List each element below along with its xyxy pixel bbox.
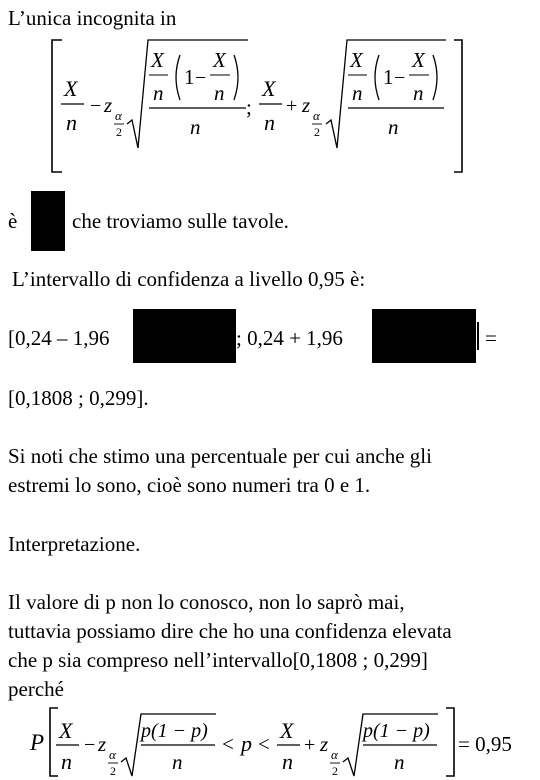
svg-text:X: X bbox=[280, 718, 294, 743]
svg-text:X: X bbox=[412, 48, 425, 72]
svg-text:−: − bbox=[394, 67, 406, 89]
frac-x: X bbox=[64, 76, 78, 101]
alpha-symbol: α bbox=[115, 108, 122, 123]
p-line-3: che p sia compreso nell’intervallo[0,1808 ; 0,299] bbox=[8, 648, 428, 672]
svg-text:n: n bbox=[388, 115, 399, 139]
z-symbol: z bbox=[104, 93, 113, 117]
svg-text:n: n bbox=[413, 81, 424, 105]
interval-intro: L’intervallo di confidenza a livello 0,95 è: bbox=[12, 267, 366, 291]
note-line-2: estremi lo sono, cioè sono numeri tra 0 e 1. bbox=[8, 473, 371, 497]
svg-text:X: X bbox=[59, 718, 73, 743]
tables-text: che troviamo sulle tavole. bbox=[72, 209, 289, 233]
p-line-1: Il valore di p non lo conosco, non lo saprò mai, bbox=[8, 590, 405, 614]
ci-result: [0,1808 ; 0,299]. bbox=[8, 386, 149, 410]
svg-text:n: n bbox=[394, 750, 405, 774]
svg-text:n: n bbox=[172, 750, 183, 774]
svg-text:1: 1 bbox=[383, 65, 394, 89]
left-bracket-2 bbox=[50, 708, 58, 776]
svg-text:2: 2 bbox=[110, 764, 116, 778]
svg-text:n: n bbox=[61, 749, 72, 774]
p-line-2: tuttavia possiamo dire che ho una confidenza elevata bbox=[8, 619, 452, 643]
svg-text:p(1 − p): p(1 − p) bbox=[141, 720, 208, 742]
e-word: è bbox=[8, 209, 18, 233]
frac-n: n bbox=[66, 110, 77, 135]
svg-text:n: n bbox=[214, 81, 225, 105]
svg-text:α: α bbox=[331, 747, 338, 762]
svg-text:p: p bbox=[241, 731, 252, 756]
svg-text:α: α bbox=[313, 108, 320, 123]
svg-text:n: n bbox=[264, 110, 275, 135]
equals-value: = 0,95 bbox=[458, 732, 512, 756]
svg-text:<: < bbox=[222, 732, 234, 756]
plus-sign: + bbox=[286, 95, 298, 117]
svg-text:−: − bbox=[195, 67, 207, 89]
p-line-4: perché bbox=[8, 677, 64, 701]
svg-text:X: X bbox=[350, 48, 363, 72]
ci-equals: = bbox=[485, 326, 497, 350]
svg-text:p(1 − p): p(1 − p) bbox=[363, 720, 430, 742]
svg-text:2: 2 bbox=[332, 764, 338, 778]
intro-text: L’unica incognita in bbox=[8, 6, 177, 30]
svg-text:α: α bbox=[109, 747, 116, 762]
svg-text:X: X bbox=[262, 76, 276, 101]
svg-text:z: z bbox=[98, 732, 107, 756]
svg-text:<: < bbox=[258, 732, 270, 756]
semicolon: ; bbox=[246, 95, 252, 119]
svg-text:n: n bbox=[282, 749, 293, 774]
svg-text:X: X bbox=[213, 48, 226, 72]
svg-text:z: z bbox=[302, 93, 311, 117]
svg-text:X: X bbox=[151, 48, 164, 72]
svg-text:+: + bbox=[304, 734, 316, 756]
minus-sign: − bbox=[90, 95, 102, 117]
ci-left: [0,24 – 1,96 bbox=[8, 326, 110, 350]
note-line-1: Si noti che stimo una percentuale per cui anche gli bbox=[8, 444, 432, 468]
svg-text:1: 1 bbox=[184, 65, 195, 89]
two-symbol: 2 bbox=[116, 125, 122, 139]
interpretation-heading: Interpretazione. bbox=[8, 532, 141, 556]
svg-text:z: z bbox=[320, 732, 329, 756]
ci-mid: ; 0,24 + 1,96 bbox=[236, 326, 343, 350]
P-symbol: P bbox=[30, 730, 45, 755]
svg-text:2: 2 bbox=[314, 125, 320, 139]
right-bracket-2 bbox=[446, 708, 454, 776]
svg-text:n: n bbox=[190, 115, 201, 139]
svg-text:n: n bbox=[352, 81, 363, 105]
svg-text:n: n bbox=[153, 81, 164, 105]
svg-text:−: − bbox=[84, 734, 96, 756]
